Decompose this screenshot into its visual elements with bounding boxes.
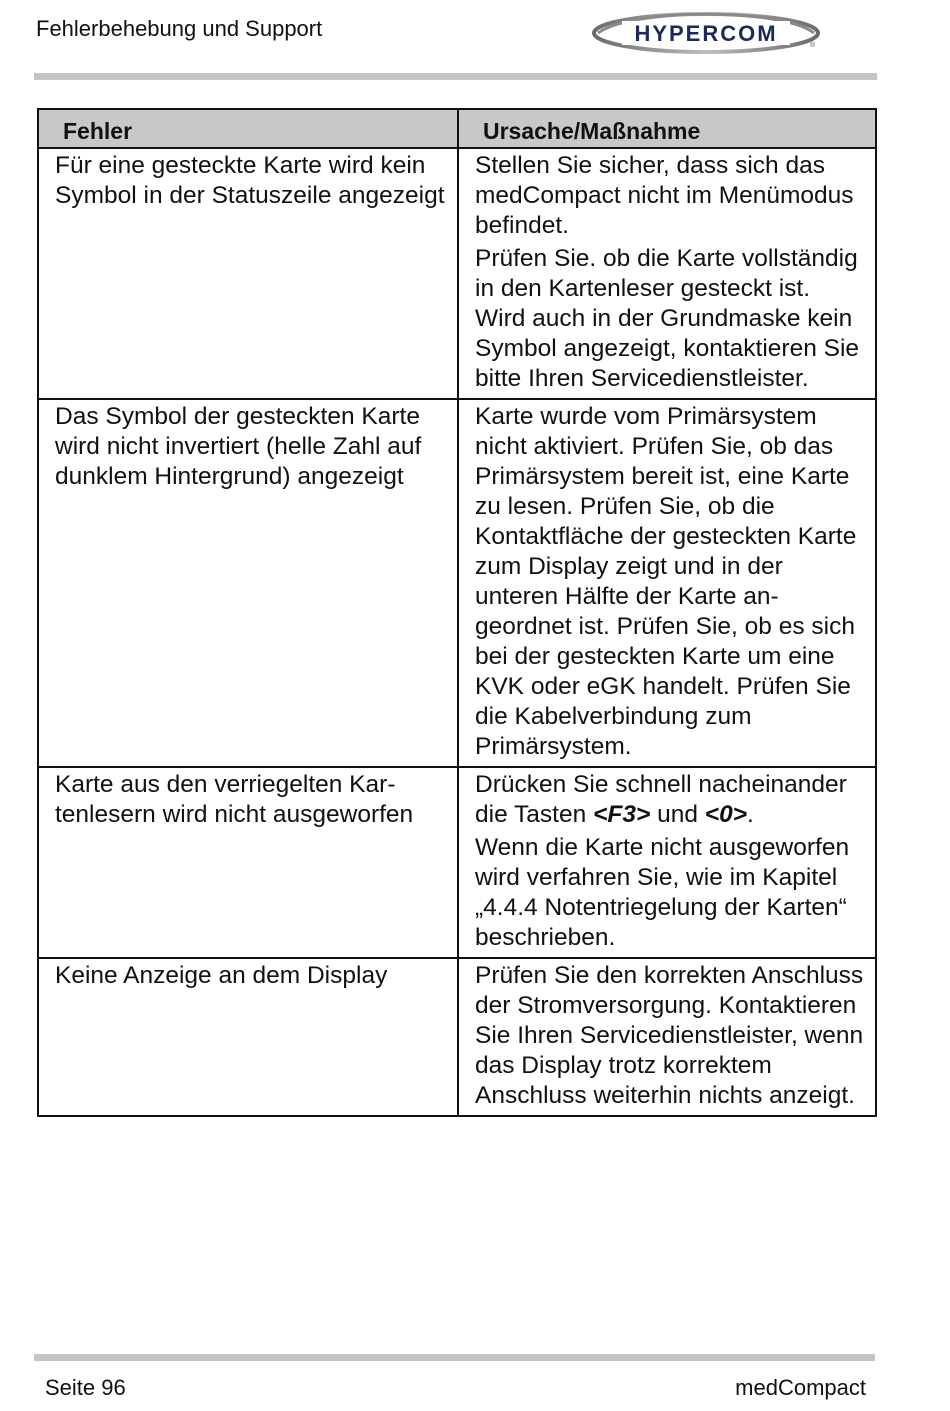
ursache-paragraph: Stellen Sie sicher, dass sich das medCompact nicht im Menümodus befindet. <box>475 152 854 239</box>
svg-text:®: ® <box>810 42 816 49</box>
product-name: medCompact <box>735 1375 866 1400</box>
table-row <box>38 958 876 1116</box>
fehler-cell: Das Symbol der gesteckten Karte wird nicht invertiert (helle Zahl auf dunklem Hintergrund) angezeigt <box>38 399 458 767</box>
ursache-cell <box>458 767 876 958</box>
fehler-cell: Keine Anzeige an dem Display <box>38 958 458 1116</box>
page-number: Seite 96 <box>45 1375 126 1400</box>
ursache-paragraph: Wird auch in der Grundmaske kein Symbol angezeigt, kontaktieren Sie bitte Ihren Servicedienstleister. <box>475 305 860 392</box>
logo-text: HYPERCOM <box>634 21 778 46</box>
table-row <box>38 767 876 958</box>
column-header-ursache: Ursache/Maßnahme <box>458 109 876 148</box>
table-header-row <box>38 109 876 148</box>
header-title: Fehlerbehebung und Support <box>36 16 323 41</box>
table-row <box>38 399 876 767</box>
table-row <box>38 148 876 399</box>
ursache-cell <box>458 399 876 767</box>
footer-divider <box>34 1354 875 1361</box>
fehler-cell: Karte aus den verriegelten Kartenlesern wird nicht ausgeworfen <box>38 767 458 958</box>
key-0: <0> <box>704 801 748 828</box>
key-f3: <F3> <box>593 801 651 828</box>
ursache-paragraph: Prüfen Sie den korrekten Anschluss der Stromversorgung. Kontaktieren Sie Ihren Servicedienstleister, wenn das Display trotz korrektem Anschluss weiterhin nichts anzeigt. <box>475 962 864 1109</box>
ursache-cell <box>458 148 876 399</box>
ursache-prefix: Drücken Sie schnell nacheinander die Tasten <box>475 771 847 828</box>
fehler-cell: Für eine gesteckte Karte wird kein Symbol in der Statuszeile angezeigt <box>38 148 458 399</box>
ursache-mid: und <box>650 801 705 828</box>
ursache-suffix: . <box>747 801 754 828</box>
column-header-fehler: Fehler <box>38 109 458 148</box>
hypercom-logo <box>592 12 820 54</box>
header-divider <box>34 73 877 80</box>
ursache-cell <box>458 958 876 1116</box>
ursache-paragraph: Prüfen Sie. ob die Karte vollständig in den Kartenleser gesteckt ist. <box>475 245 858 302</box>
ursache-paragraph: Wenn die Karte nicht ausgeworfen wird verfahren Sie, wie im Kapitel „4.4.4 Notentriegelung der Karten“ beschrieben. <box>475 834 850 951</box>
ursache-paragraph: Karte wurde vom Primärsystem nicht aktiviert. Prüfen Sie, ob das Primärsystem bereit ist, eine Karte zu lesen. Prüfen Sie, ob die Kontaktfläche der gesteckten Karte zum Display zeigt und in der unteren Hälfte der Karte angeordnet ist. Prüfen Sie, ob es sich bei der gesteckten Karte um eine KVK oder eGK handelt. Prüfen Sie die Kabelverbindung zum Primärsystem. <box>475 403 857 760</box>
ursache-paragraph-keys <box>475 770 867 830</box>
troubleshooting-table <box>37 108 877 1117</box>
